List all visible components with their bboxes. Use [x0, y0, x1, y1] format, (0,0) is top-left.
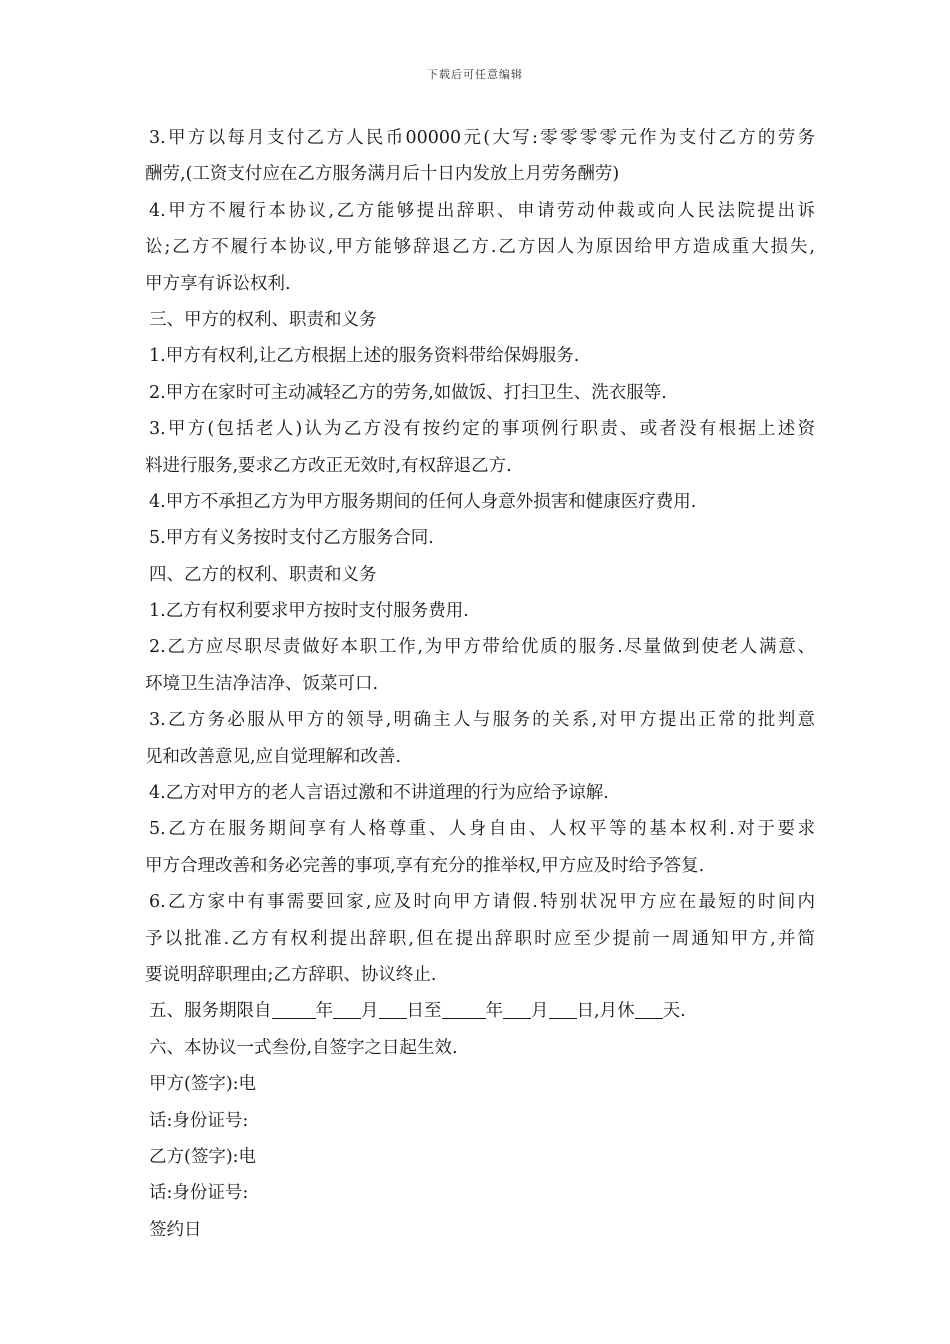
clause-line-10: 4.甲方不承担乙方为甲方服务期间的任何人身意外损害和健康医疗费用.	[149, 491, 697, 512]
clause-line-5: 三、甲方的权利、职责和义务	[149, 309, 377, 330]
signature-line-4: 话:身份证号:	[149, 1183, 249, 1204]
clause-line-3: 讼;乙方不履行本协议,甲方能够辞退乙方.乙方因人为原因给甲方造成重大损失,	[145, 237, 815, 258]
term-day-2: 日,月休	[576, 1001, 635, 1022]
signature-line-2: 话:身份证号:	[149, 1110, 249, 1131]
clause-line-12: 四、乙方的权利、职责和义务	[149, 564, 377, 585]
term-prefix: 五、服务期限自	[149, 1001, 272, 1022]
clause-line-18: 4.乙方对甲方的老人言语过激和不讲道理的行为应给予谅解.	[149, 783, 609, 804]
clause-line-14: 2.乙方应尽职尽责做好本职工作,为甲方带给优质的服务.尽量做到使老人满意、	[149, 637, 815, 658]
clause-line-17: 见和改善意见,应自觉理解和改善.	[145, 746, 402, 767]
clause-line-4: 甲方享有诉讼权利.	[145, 273, 291, 294]
clause-line-11: 5.甲方有义务按时支付乙方服务合同.	[149, 528, 434, 549]
clause-line-9: 料进行服务,要求乙方改正无效时,有权辞退乙方.	[145, 455, 512, 476]
term-day-1: 日至	[406, 1001, 442, 1022]
clause-line-21: 6.乙方家中有事需要回家,应及时向甲方请假.特别状况甲方应在最短的时间内	[149, 892, 815, 913]
signature-line-3: 乙方(签字):电	[149, 1146, 257, 1167]
term-year-2: 年	[485, 1001, 503, 1022]
term-month-2: 月	[531, 1001, 549, 1022]
clause-line-13: 1.乙方有权利要求甲方按时支付服务费用.	[149, 601, 469, 622]
blank-end-day	[549, 1000, 577, 1019]
header-note: 下载后可任意编辑	[427, 68, 523, 81]
clause-line-20: 甲方合理改善和务必完善的事项,享有充分的推举权,甲方应及时给予答复.	[145, 855, 705, 876]
clause-lines	[145, 120, 815, 993]
blank-rest-days	[635, 1000, 663, 1019]
signature-lines	[145, 1030, 815, 1248]
clause-line-8: 3.甲方(包括老人)认为乙方没有按约定的事项例行职责、或者没有根据上述资	[149, 419, 815, 440]
document-body	[145, 120, 815, 1248]
signature-line-1: 甲方(签字):电	[149, 1074, 257, 1095]
blank-end-month	[503, 1000, 531, 1019]
clause-line-19: 5.乙方在服务期间享有人格尊重、人身自由、人权平等的基本权利.对于要求	[149, 819, 815, 840]
clause-line-15: 环境卫生洁净洁净、饭菜可口.	[145, 673, 379, 694]
signature-line-5: 签约日	[149, 1219, 202, 1240]
service-term-line	[145, 993, 815, 1029]
blank-start-year	[272, 1000, 316, 1019]
blank-start-day	[379, 1000, 407, 1019]
clause-line-23: 要说明辞职理由;乙方辞职、协议终止.	[145, 964, 437, 985]
signature-line-0: 六、本协议一式叁份,自签字之日起生效.	[149, 1037, 458, 1058]
clause-line-2: 4.甲方不履行本协议,乙方能够提出辞职、申请劳动仲裁或向人民法院提出诉	[149, 200, 815, 221]
term-month-1: 月	[361, 1001, 379, 1022]
clause-line-16: 3.乙方务必服从甲方的领导,明确主人与服务的关系,对甲方提出正常的批判意	[149, 710, 815, 731]
blank-start-month	[333, 1000, 361, 1019]
clause-line-1: 酬劳,(工资支付应在乙方服务满月后十日内发放上月劳务酬劳)	[145, 164, 620, 185]
clause-line-0: 3.甲方以每月支付乙方人民币00000元(大写:零零零零元作为支付乙方的劳务	[149, 128, 815, 148]
clause-line-6: 1.甲方有权利,让乙方根据上述的服务资料带给保姆服务.	[149, 346, 580, 367]
term-year-1: 年	[315, 1001, 333, 1022]
blank-end-year	[442, 1000, 486, 1019]
clause-line-7: 2.甲方在家时可主动减轻乙方的劳务,如做饭、打扫卫生、洗衣服等.	[149, 382, 667, 403]
term-suffix: 天.	[662, 1001, 686, 1022]
clause-line-22: 予以批准.乙方有权利提出辞职,但在提出辞职时应至少提前一周通知甲方,并简	[145, 928, 815, 949]
